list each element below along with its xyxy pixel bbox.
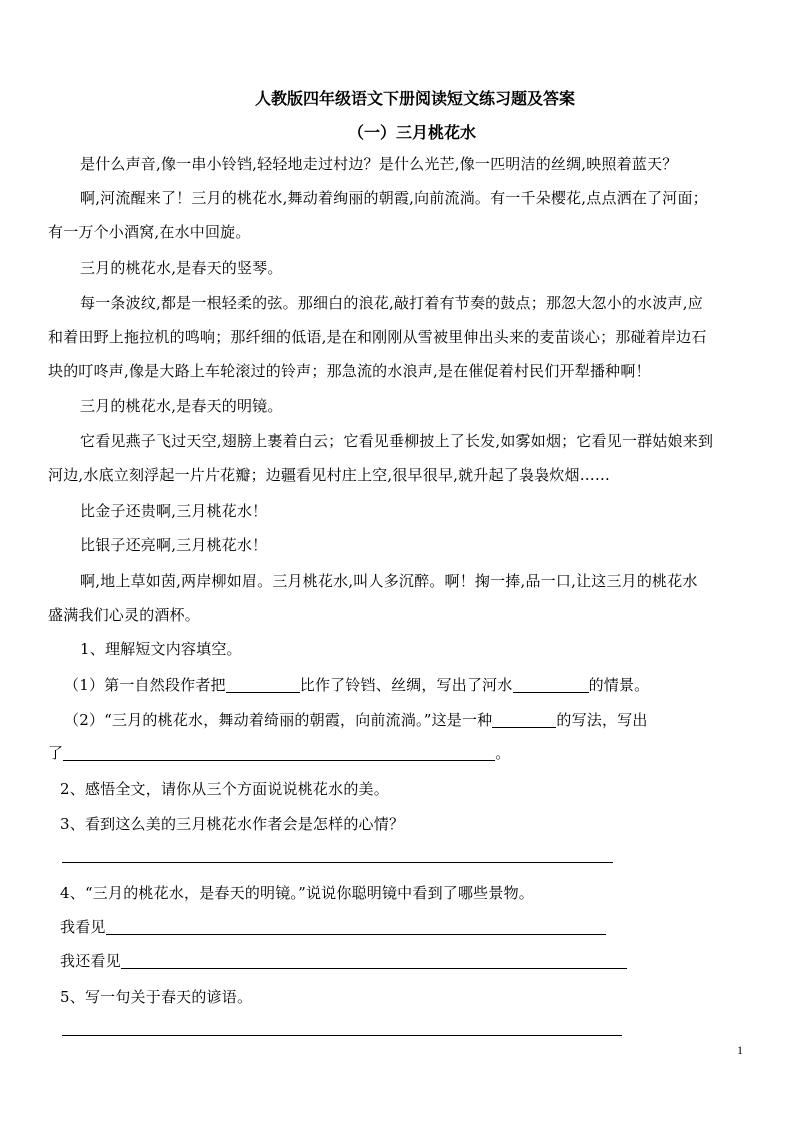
question-4-label-a: 我看见 — [60, 918, 106, 936]
passage-line: 河边,水底立刻浮起一片片花瓣；边疆看见村庄上空,很早很早,就升起了袅袅炊烟…… — [48, 466, 611, 484]
question-1-2-text-d: 。 — [495, 744, 511, 762]
question-1: 1、理解短文内容填空。 — [80, 640, 242, 658]
section-title: （一）三月桃花水 — [348, 123, 477, 142]
answer-blank[interactable] — [63, 744, 495, 761]
question-1-1-text-c: 的情景。 — [588, 676, 650, 694]
passage-line: 啊,河流醒来了！三月的桃花水,舞动着绚丽的朝霞,向前流淌。有一千朵樱花,点点洒在了河面； — [80, 189, 708, 207]
question-1-1 — [64, 674, 649, 695]
answer-blank[interactable] — [513, 676, 589, 693]
question-4-answer-b — [60, 950, 627, 971]
answer-blank[interactable] — [226, 676, 300, 693]
question-1-2-text-b: 的写法，写出 — [556, 711, 648, 729]
question-1-2-text-a: （2）“三月的桃花水，舞动着绮丽的朝霞，向前流淌。”这是一种 — [64, 711, 493, 729]
passage-line: 比金子还贵啊,三月桃花水！ — [80, 502, 268, 520]
passage-line: 是什么声音,像一串小铃铛,轻轻地走过村边？是什么光芒,像一匹明洁的丝绸,映照着蓝天？ — [80, 155, 678, 173]
question-1-2-cont — [48, 742, 510, 763]
answer-blank[interactable] — [492, 711, 556, 728]
question-4: 4、“三月的桃花水，是春天的明镜。”说说你聪明镜中看到了哪些景物。 — [60, 884, 534, 902]
passage-line: 它看见燕子飞过天空,翅膀上裹着白云；它看见垂柳披上了长发,如雾如烟；它看见一群姑娘来到 — [80, 432, 714, 450]
passage-line: 块的叮咚声,像是大路上车轮滚过的铃声；那急流的水浪声,是在催促着村民们开犁播种啊！ — [48, 362, 651, 380]
passage-line: 和着田野上拖拉机的鸣响；那纤细的低语,是在和刚刚从雪被里伸出头来的麦苗谈心；那碰着岸边石 — [48, 328, 707, 346]
answer-blank[interactable] — [106, 918, 606, 935]
passage-line: 比银子还亮啊,三月桃花水！ — [80, 536, 268, 554]
question-4-label-b: 我还看见 — [60, 952, 121, 970]
question-4-answer-a — [60, 916, 606, 937]
passage-line: 盛满我们心灵的酒杯。 — [48, 606, 201, 624]
answer-line[interactable] — [62, 862, 613, 863]
document-title: 人教版四年级语文下册阅读短文练习题及答案 — [255, 89, 576, 108]
question-5: 5、写一句关于春天的谚语。 — [60, 988, 253, 1006]
answer-blank[interactable] — [121, 952, 627, 969]
passage-line: 三月的桃花水,是春天的明镜。 — [80, 397, 283, 415]
question-1-2 — [64, 709, 648, 730]
answer-line[interactable] — [62, 1035, 622, 1036]
question-2: 2、感悟全文，请你从三个方面说说桃花水的美。 — [60, 780, 389, 798]
question-1-2-text-c: 了 — [48, 744, 64, 762]
passage-line: 三月的桃花水,是春天的竖琴。 — [80, 259, 283, 277]
passage-line: 每一条波纹,都是一根轻柔的弦。那细白的浪花,敲打着有节奏的鼓点；那忽大忽小的水波声,应 — [80, 294, 703, 312]
question-3: 3、看到这么美的三月桃花水作者会是怎样的心情？ — [60, 815, 405, 833]
passage-line: 有一万个小酒窝,在水中回旋。 — [48, 223, 251, 241]
page-number: 1 — [737, 1043, 743, 1057]
passage-line: 啊,地上草如茵,两岸柳如眉。三月桃花水,叫人多沉醉。啊！掬一捧,品一口,让这三月的桃花水 — [80, 572, 698, 590]
question-1-1-text-b: 比作了铃铛、丝绸，写出了河水 — [299, 676, 513, 694]
question-1-1-text-a: （1）第一自然段作者把 — [64, 676, 226, 694]
